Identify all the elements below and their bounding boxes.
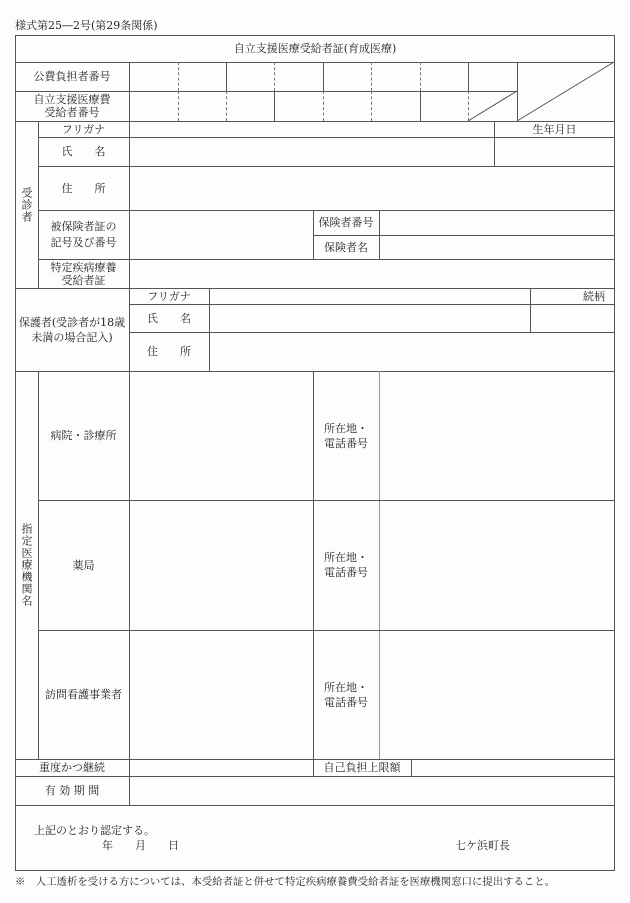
copay-limit-field[interactable] bbox=[412, 760, 614, 776]
guardian-relationship-field[interactable] bbox=[531, 305, 614, 332]
issuer-name: 七ケ浜町長 bbox=[455, 839, 510, 852]
validity-period-label: 有 効 期 間 bbox=[44, 784, 100, 797]
pharmacy-label: 薬局 bbox=[72, 558, 95, 572]
patient-name-field[interactable] bbox=[130, 138, 494, 166]
guardian-address-label: 住 所 bbox=[147, 345, 191, 358]
home-nursing-location-field[interactable] bbox=[380, 631, 614, 759]
validity-period-field[interactable] bbox=[130, 777, 614, 805]
footnote: ※ 人工透析を受ける方については、本受給者証と併せて特定疾病療養費受給者証を医療機関窓口に提出すること。 bbox=[15, 876, 556, 888]
insurance-card-label bbox=[38, 210, 129, 259]
hospital-location-field[interactable] bbox=[380, 372, 614, 500]
location-label-line2: 電話番号 bbox=[324, 436, 368, 450]
location-label-line2: 電話番号 bbox=[324, 566, 368, 579]
guardian-furigana-field[interactable] bbox=[210, 289, 530, 304]
public-payer-number-field[interactable] bbox=[130, 63, 517, 91]
insurance-card-number-field[interactable] bbox=[130, 211, 313, 259]
digit-divider bbox=[517, 62, 518, 121]
pharmacy-name-field[interactable] bbox=[130, 501, 313, 630]
patient-birthdate-label: 生年月日 bbox=[532, 122, 577, 136]
home-nursing-location-label bbox=[313, 630, 379, 759]
copay-limit-label: 自己負担上限額 bbox=[323, 761, 401, 774]
patient-furigana-label: フリガナ bbox=[61, 122, 106, 136]
insurer-number-field[interactable] bbox=[380, 211, 614, 235]
insurer-number-label: 保険者番号 bbox=[318, 216, 374, 229]
patient-furigana-field[interactable] bbox=[130, 122, 494, 137]
specific-disease-label-line1: 特定疾病療養 bbox=[50, 260, 117, 274]
guardian-section-label-line2: 未満の場合記入) bbox=[31, 330, 113, 344]
public-payer-number-label: 公費負担者番号 bbox=[33, 70, 111, 83]
guardian-section-label bbox=[15, 288, 129, 371]
severe-continuous-label: 重度かつ継続 bbox=[39, 761, 105, 774]
patient-name-label: 氏 名 bbox=[61, 145, 106, 158]
insurer-name-field[interactable] bbox=[380, 236, 614, 259]
hospital-name-field[interactable] bbox=[130, 372, 313, 500]
recipient-number-label-line2: 受給者番号 bbox=[44, 106, 100, 119]
home-nursing-name-field[interactable] bbox=[130, 631, 313, 759]
location-label-line1: 所在地・ bbox=[324, 551, 368, 564]
hospital-clinic-label: 病院・診療所 bbox=[50, 429, 117, 442]
guardian-name-field[interactable] bbox=[210, 305, 530, 332]
certificate-title: 自立支援医療受給者証(育成医療) bbox=[233, 42, 397, 55]
patient-section-label: 受診者 bbox=[20, 186, 33, 223]
institutions-section-label: 指定医療機関名 bbox=[20, 523, 33, 607]
patient-address-label: 住 所 bbox=[61, 181, 106, 195]
digit-divider bbox=[468, 91, 469, 121]
certification-date: 年 月 日 bbox=[102, 839, 179, 852]
specific-disease-field[interactable] bbox=[130, 260, 614, 288]
home-nursing-label: 訪問看護事業者 bbox=[45, 688, 122, 701]
location-label-line1: 所在地・ bbox=[324, 421, 368, 435]
divider bbox=[15, 805, 615, 806]
guardian-name-label: 氏 名 bbox=[147, 311, 191, 325]
recipient-number-label bbox=[15, 91, 129, 121]
certification-statement: 上記のとおり認定する。 bbox=[34, 824, 155, 837]
recipient-number-field[interactable] bbox=[130, 92, 468, 121]
guardian-relationship-label: 続柄 bbox=[583, 289, 605, 303]
specific-disease-label-line2: 受給者証 bbox=[61, 273, 106, 287]
recipient-number-label-line1: 自立支援医療費 bbox=[33, 93, 111, 106]
insurer-name-label: 保険者名 bbox=[324, 240, 368, 254]
specific-disease-label bbox=[38, 259, 129, 288]
guardian-furigana-label: フリガナ bbox=[147, 289, 191, 303]
location-label-line2: 電話番号 bbox=[324, 695, 368, 709]
patient-birthdate-field[interactable] bbox=[495, 138, 614, 166]
insurance-card-label-line1: 被保険者証の bbox=[50, 219, 117, 233]
patient-address-field[interactable] bbox=[130, 167, 614, 210]
insurance-card-label-line2: 記号及び番号 bbox=[50, 235, 117, 249]
severe-continuous-field[interactable] bbox=[130, 760, 313, 776]
pharmacy-location-label bbox=[313, 500, 379, 630]
hospital-location-label bbox=[313, 371, 379, 500]
pharmacy-location-field[interactable] bbox=[380, 501, 614, 630]
location-label-line1: 所在地・ bbox=[324, 680, 368, 694]
form-number: 様式第25―2号(第29条関係) bbox=[15, 19, 158, 32]
guardian-section-label-line1: 保護者(受診者が18歳 bbox=[18, 315, 126, 329]
guardian-address-field[interactable] bbox=[210, 333, 614, 371]
